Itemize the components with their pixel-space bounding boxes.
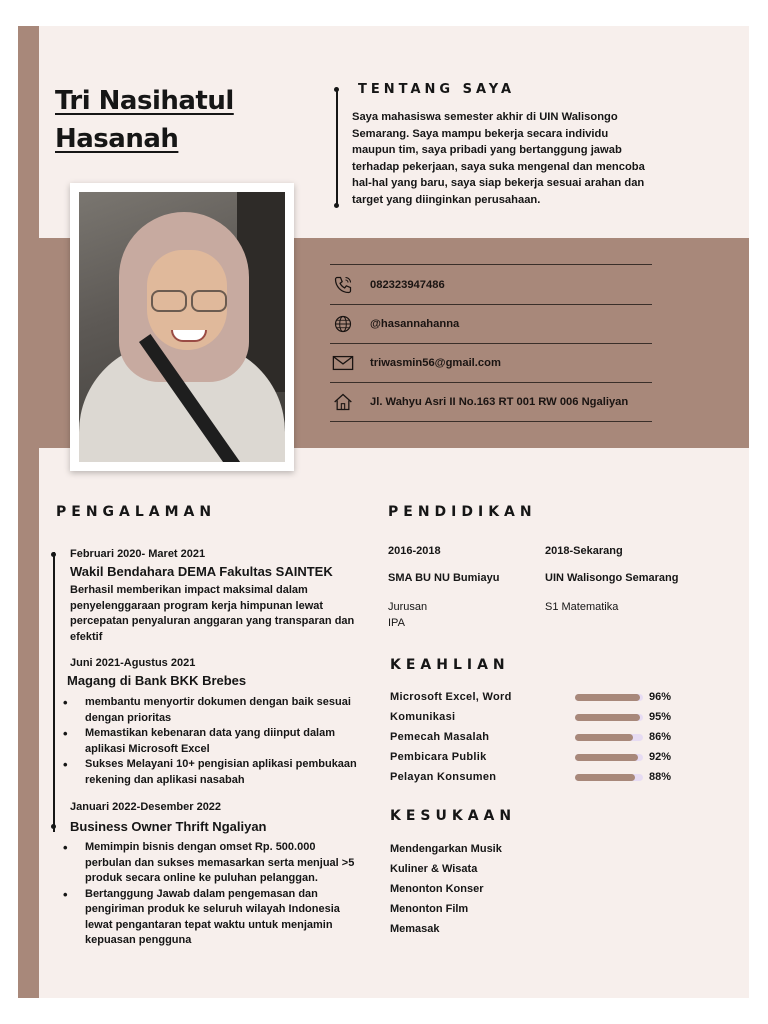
skill-name: Pelayan Konsumen: [390, 771, 497, 783]
bullet-item: • membantu menyortir dokumen dengan baik sesuai dengan prioritas: [63, 695, 363, 726]
education-1-major-label: Jurusan: [388, 601, 428, 613]
experience-3-bullets: [63, 840, 363, 949]
resume-page: [18, 26, 749, 998]
contact-phone-text: 082323947486: [370, 279, 445, 291]
skill-bar-track: [575, 734, 643, 741]
contact-phone: [330, 266, 652, 304]
home-icon: [332, 391, 354, 413]
mail-icon: [332, 352, 354, 374]
contact-web-text: @hasannahanna: [370, 318, 460, 330]
experience-1-desc: Berhasil memberikan impact maksimal dalam penyelenggaraan program kerja himpunan lewat percepatan penyaluran anggaran yang transparan dan efektif: [70, 584, 355, 643]
hobby-item: Menonton Konser: [390, 883, 484, 895]
bullet-item: • Sukses Melayani 10+ pengisian aplikasi pembukaan rekening dan aplikasi nasabah: [63, 757, 363, 788]
hobbies-title: KESUKAAN: [390, 808, 517, 824]
hobby-item: Kuliner & Wisata: [390, 863, 478, 875]
left-accent-bar: [18, 26, 39, 998]
bullet-item: • Bertanggung Jawab dalam pengemasan dan pengiriman produk ke seluruh wilayah Indonesia lewat pengantaran tepat waktu untuk menjamin kepuasan pengguna: [63, 887, 363, 949]
bullet-item: • Memastikan kebenaran data yang diinput dalam aplikasi Microsoft Excel: [63, 726, 363, 757]
skill-name: Pembicara Publik: [390, 751, 487, 763]
skill-percent: 88%: [649, 771, 672, 783]
name-line-2: Hasanah: [55, 124, 179, 154]
education-2-years: 2018-Sekarang: [545, 545, 623, 557]
education-1-major: IPA: [388, 617, 405, 629]
skill-row: [390, 727, 690, 747]
contact-email: [330, 344, 652, 382]
about-text: Saya mahasiswa semester akhir di UIN Walisongo Semarang. Saya mampu bekerja secara individu maupun tim, saya pribadi yang bertanggung jawab terhadap pekerjaan, saya suka mengenal dan mencoba hal-hal yang baru, saya siap bekerja sesuai arahan dan target yang diinginkan perusahaan.: [352, 111, 645, 206]
contact-email-text: triwasmin56@gmail.com: [370, 357, 501, 369]
experience-1-date: Februari 2020- Maret 2021: [70, 548, 206, 560]
timeline-dot-top: [51, 552, 56, 557]
education-title: PENDIDIKAN: [388, 504, 537, 520]
skill-percent: 96%: [649, 691, 672, 703]
experience-2-bullets: [63, 695, 363, 788]
contact-address-text: Jl. Wahyu Asri II No.163 RT 001 RW 006 Ngaliyan: [370, 396, 629, 408]
person-name: [55, 82, 234, 158]
experience-2-date: Juni 2021-Agustus 2021: [70, 657, 196, 669]
about-line-dot-bottom: [334, 203, 339, 208]
about-divider-line: [336, 90, 338, 206]
profile-photo-frame: [70, 183, 294, 471]
about-line-dot-top: [334, 87, 339, 92]
hobby-item: Mendengarkan Musik: [390, 843, 502, 855]
skill-row: [390, 687, 690, 707]
contact-web: [330, 305, 652, 343]
skill-bar-fill: [575, 694, 640, 701]
skill-name: Pemecah Masalah: [390, 731, 490, 743]
skill-percent: 86%: [649, 731, 672, 743]
education-2-major: S1 Matematika: [545, 601, 619, 613]
experience-2-role: Magang di Bank BKK Brebes: [67, 673, 247, 688]
skill-row: [390, 767, 690, 787]
skill-bar-track: [575, 774, 643, 781]
hobby-item: Memasak: [390, 923, 440, 935]
education-1-years: 2016-2018: [388, 545, 441, 557]
education-1-school: SMA BU NU Bumiayu: [388, 572, 500, 584]
timeline-dot-bottom: [51, 824, 56, 829]
skill-bar-fill: [575, 754, 638, 761]
skill-bar-fill: [575, 734, 633, 741]
contact-divider: [330, 264, 652, 265]
bullet-item: • Memimpin bisnis dengan omset Rp. 500.000 perbulan dan sukses memasarkan serta menjual >5 produk secara online ke puluhan pelanggan.: [63, 840, 363, 887]
experience-3-date: Januari 2022-Desember 2022: [70, 801, 222, 813]
skill-bar-track: [575, 694, 643, 701]
skill-bar-track: [575, 714, 643, 721]
skill-bar-fill: [575, 714, 640, 721]
experience-3-role: Business Owner Thrift Ngaliyan: [70, 819, 267, 834]
profile-photo: [79, 192, 285, 462]
education-2-school: UIN Walisongo Semarang: [545, 572, 679, 584]
skill-row: [390, 747, 690, 767]
skill-bar-fill: [575, 774, 635, 781]
contact-address: [330, 383, 652, 421]
experience-title: PENGALAMAN: [56, 504, 217, 520]
experience-1-role: Wakil Bendahara DEMA Fakultas SAINTEK: [70, 564, 333, 579]
name-line-1: Tri Nasihatul: [55, 86, 234, 116]
skill-row: [390, 707, 690, 727]
skill-percent: 95%: [649, 711, 672, 723]
skills-title: KEAHLIAN: [390, 657, 510, 673]
about-title: TENTANG SAYA: [358, 82, 516, 97]
contact-divider: [330, 421, 652, 422]
experience-timeline-line: [53, 552, 55, 832]
skill-name: Microsoft Excel, Word: [390, 691, 512, 703]
skill-name: Komunikasi: [390, 711, 456, 723]
skill-bar-track: [575, 754, 643, 761]
skill-percent: 92%: [649, 751, 672, 763]
phone-icon: [332, 274, 354, 296]
globe-icon: [332, 313, 354, 335]
hobby-item: Menonton Film: [390, 903, 469, 915]
